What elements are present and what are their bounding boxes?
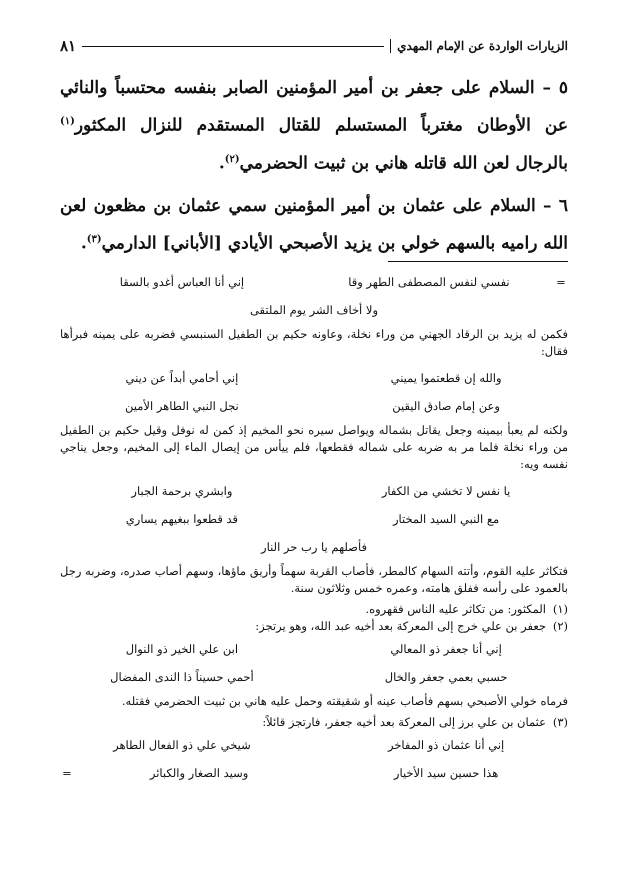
main-text [60,72,568,261]
verse-center: ولا أخاف الشر يوم الملتقى [249,303,379,317]
paragraph-6-text: ٦ – السلام على عثمان بن أمير المؤمنين سمي عثمان بن مظعون لعن الله راميه بالسهم خولي بن يزيد الأصبحي الأيادي [الأباني] الدارمي [60,196,568,254]
footnotes [60,268,568,787]
verse-hemistich: نجل النبي الطاهر الأمين [125,398,239,413]
footnote-prose: ولكنه لم يعبأ بيمينه وجعل يقاتل بشماله ويواصل سيره نحو المخيم إذ كمن له نوفل وقيل حكيم بن الطفيل من وراء نخلة فلما مر به ضربه على شماله فقطعها، فلم ييأس من إيصال الماء إلى المخيم، وجعل يناجي نفسه ويه: [60,423,568,471]
verse-hemistich: هذا حسين سيد الأخيار [393,765,499,780]
verse-hemistich: أحمي حسيناً ذا الندى المفضال [110,669,254,684]
paragraph-6-end: . [80,233,87,254]
verse-hemistich: والله إن قطعتموا يميني [390,370,502,385]
paragraph-5-end: . [218,153,225,174]
footnote-separator [388,261,568,262]
verse-row [60,364,568,392]
verse-hemistich: وعن إمام صادق اليقين [392,398,500,413]
verse-hemistich: إني أنا العباس أغدو بالسقا [119,274,245,289]
running-header [60,36,568,56]
verse-row [60,477,568,505]
footnote-prose: فتكاثر عليه القوم، وأتته السهام كالمطر، فأصاب القربة سهماً وأريق ماؤها، وسهم أصاب صدره، وضربه رجل بالعمود على رأسه ففلق هامته، وعمره خمس وثلاثون سنة. [60,564,568,595]
footnote-ref-1: (١) [60,116,75,127]
verse-hemistich: حسبي بعمي جعفر والخال [384,669,508,684]
verse-hemistich: ابن علي الخير ذو النوال [125,641,239,656]
verse-row [60,392,568,420]
footnote-text: جعفر بن علي خرج إلى المعركة بعد أخيه عبد الله، وهو يرتجز: [255,619,546,633]
page-number: ٨١ [60,37,77,55]
paragraph-5-text-b: بالرجال لعن الله قاتله هاني بن ثبيت الحضرمي [239,153,568,174]
footnote-text: المكثور: من تكاثر عليه الناس فقهروه. [365,602,546,616]
verse-hemistich: يا نفس لا تخشي من الكفار [381,483,511,498]
header-rule [82,46,384,47]
verse-hemistich: شيخي علي ذو الفعال الطاهر [113,737,251,752]
verse-row [60,268,568,296]
footnote-text: عثمان بن علي برز إلى المعركة بعد أخيه جعفر، فارتجز قائلاً: [262,715,546,729]
verse-hemistich: قد قطعوا ببغيهم يساري [125,511,239,526]
verse-row [60,731,568,759]
footnote-number: (١) [552,602,568,616]
verse-hemistich: وسيد الصغار والكبائر [149,765,249,780]
paragraph-5-text: ٥ – السلام على جعفر بن أمير المؤمنين الصابر بنفسه محتسباً والنائي عن الأوطان مغترباً المستسلم للقتال المستقدم للنزال المكثور [60,78,568,136]
verse-hemistich: مع النبي السيد المختار [392,511,500,526]
footnote-ref-3: (٣) [86,234,102,246]
paragraph-5 [60,72,568,180]
verse-row [60,663,568,691]
verse-row [60,759,568,787]
verse-hemistich: إني أنا عثمان ذو المفاخر [387,737,505,752]
verse-center: فأصلهم يا رب حر النار [261,540,367,554]
verse-row [60,635,568,663]
footnote-number: (٢) [552,619,568,633]
footnote-1 [60,601,568,618]
footnote-2 [60,618,568,635]
verse-hemistich: وابشري برحمة الجبار [131,483,233,498]
header-title: الزيارات الواردة عن الإمام المهدي [390,39,568,53]
continuation-mark: = [62,765,72,780]
verse-hemistich: إني أحامي أبداً عن ديني [125,370,239,385]
footnote-number: (٣) [552,715,568,729]
footnote-ref-2: (٢) [224,153,240,165]
paragraph-6 [60,190,568,261]
verse-hemistich: نفسي لنفس المصطفى الطهر وقا [348,274,510,289]
footnote-prose: فكمن له يزيد بن الرقاد الجهني من وراء نخلة، وعاونه حكيم بن الطفيل السنبسي فضربه على يمينه فبرأها فقال: [60,327,568,358]
verse-hemistich: إني أنا جعفر ذو المعالي [390,641,502,656]
footnote-3 [60,714,568,731]
continuation-mark: = [556,274,566,289]
verse-row [60,505,568,533]
footnote-prose: فرماه خولي الأصبحي بسهم فأصاب عينه أو شقيقته وحمل عليه هاني بن ثبيت الحضرمي فقتله. [121,694,568,708]
